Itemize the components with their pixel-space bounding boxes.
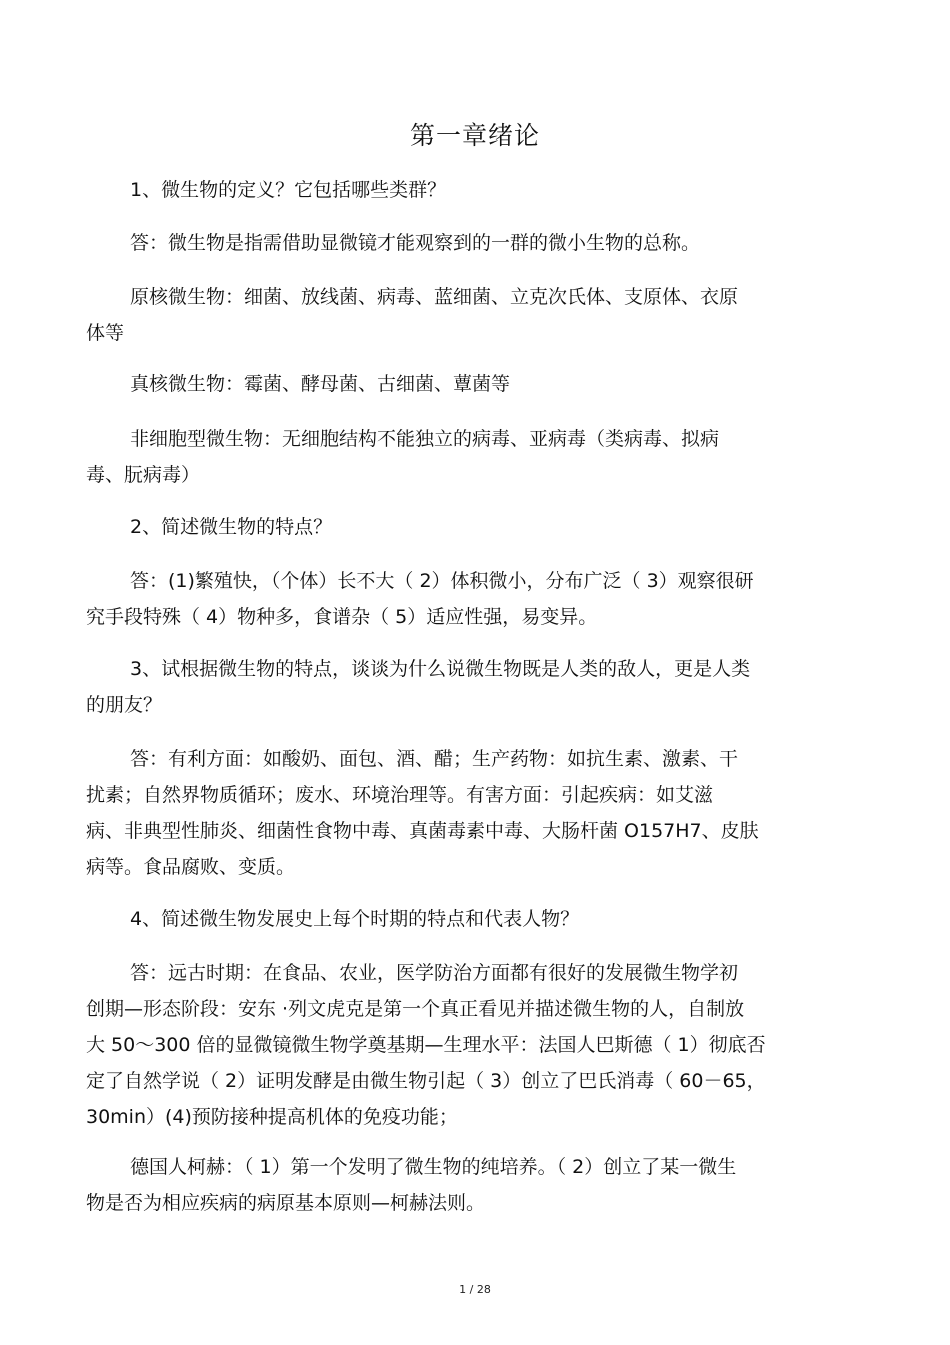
chapter-title: 第一章绪论 [409,121,540,150]
text-line: 定了自然学说（ 2）证明发酵是由微生物引起（ 3）创立了巴氏消毒（ 60－65， [86,1070,766,1092]
text-line: 的朋友？ [86,694,163,716]
eukaryote-paragraph [86,366,864,402]
text-line: 2、简述微生物的特点？ [130,516,333,538]
text-line: 病、非典型性肺炎、细菌性食物中毒、真菌毒素中毒、大肠杆菌 O157H7、皮肤 [86,820,759,842]
text-line: 大 50～300 倍的显微镜微生物学奠基期—生理水平：法国人巴斯德（ 1）彻底否 [86,1034,766,1056]
text-line: 德国人柯赫：（ 1）第一个发明了微生物的纯培养。（ 2）创立了某一微生 [130,1156,737,1178]
koch-paragraph [86,1149,864,1221]
text-line: 原核微生物：细菌、放线菌、病毒、蓝细菌、立克次氏体、支原体、衣原 [130,286,739,308]
text-line: 答：微生物是指需借助显微镜才能观察到的一群的微小生物的总称。 [130,232,701,254]
answer-1 [86,225,864,261]
page-number: 1 / 28 [459,1283,491,1296]
question-1 [86,172,864,208]
text-line: 究手段特殊（ 4）物种多，食谱杂（ 5）适应性强，易变异。 [86,606,598,628]
acellular-paragraph [86,421,864,493]
text-line: 物是否为相应疾病的病原基本原则—柯赫法则。 [86,1192,486,1214]
answer-4 [86,955,864,1135]
text-line: 病等。食品腐败、变质。 [86,856,296,878]
prokaryote-paragraph [86,279,864,351]
text-line: 毒、朊病毒） [86,464,201,486]
question-4 [86,901,864,937]
text-line: 创期—形态阶段：安东 ·列文虎克是第一个真正看见并描述微生物的人，自制放 [86,998,745,1020]
text-line: 扰素；自然界物质循环；废水、环境治理等。有害方面：引起疾病：如艾滋 [86,784,714,806]
text-line: 答：(1)繁殖快，（个体）长不大（ 2）体积微小，分布广泛（ 3）观察很研 [130,570,754,592]
text-line: 3、试根据微生物的特点，谈谈为什么说微生物既是人类的敌人，更是人类 [130,658,751,680]
answer-3 [86,741,864,885]
question-2 [86,509,864,545]
text-line: 非细胞型微生物：无细胞结构不能独立的病毒、亚病毒（类病毒、拟病 [130,428,720,450]
text-line: 4、简述微生物发展史上每个时期的特点和代表人物？ [130,908,580,930]
text-line: 答：有利方面：如酸奶、面包、酒、醋；生产药物：如抗生素、激素、干 [130,748,739,770]
text-line: 体等 [86,322,125,344]
text-line: 1、微生物的定义？它包括哪些类群？ [130,179,447,201]
text-line: 30min）(4)预防接种提高机体的免疫功能； [86,1106,458,1128]
text-line: 真核微生物：霉菌、酵母菌、古细菌、蕈菌等 [130,373,511,395]
text-line: 答：远古时期：在食品、农业，医学防治方面都有很好的发展微生物学初 [130,962,739,984]
question-3 [86,651,864,723]
answer-2 [86,563,864,635]
